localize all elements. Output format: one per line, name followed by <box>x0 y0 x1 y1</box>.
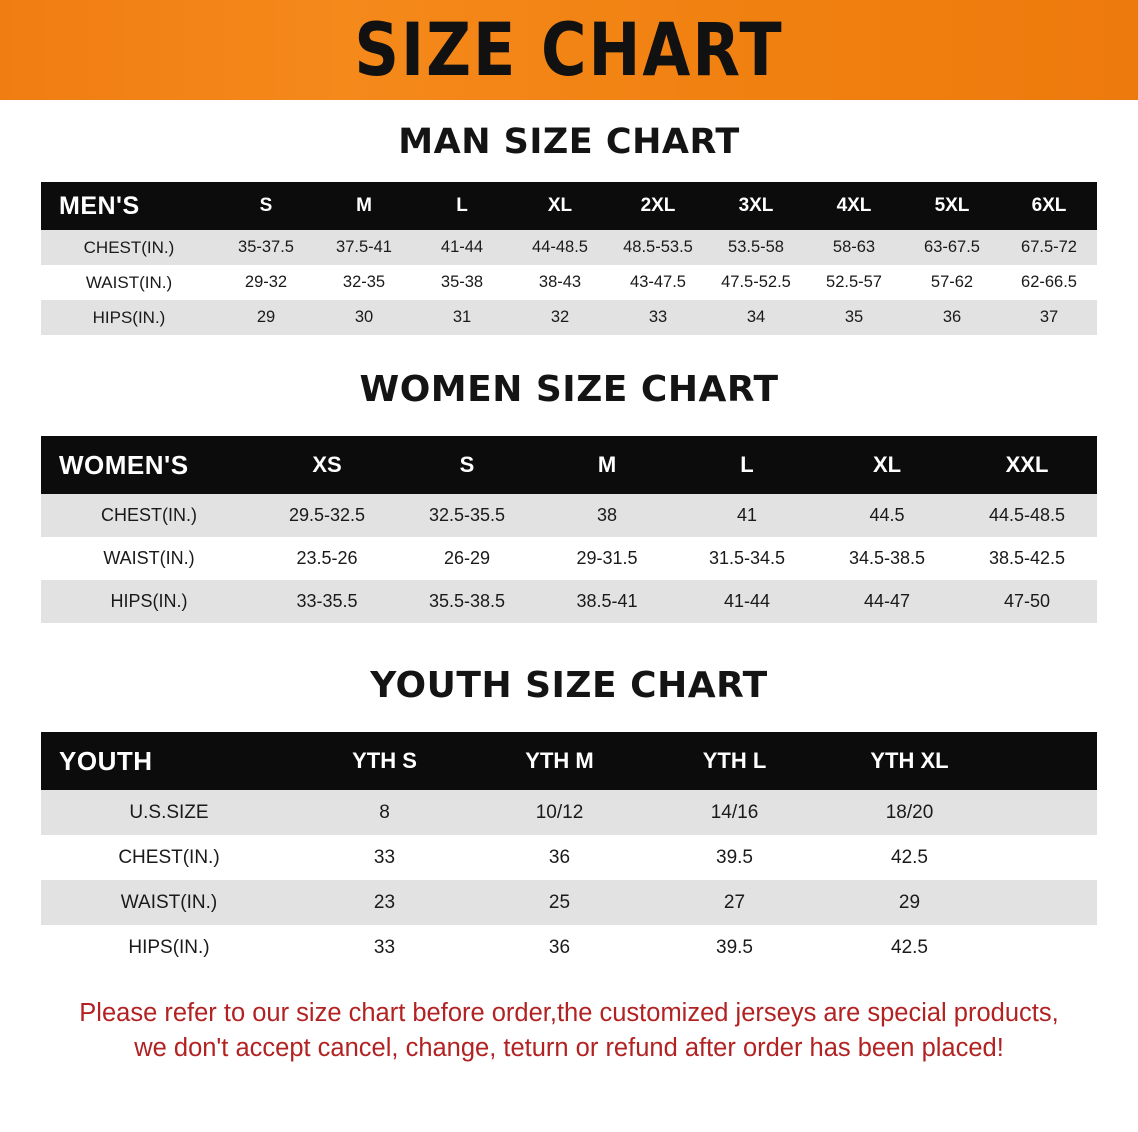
man-cell: 48.5-53.5 <box>609 230 707 265</box>
women-header-cell: XL <box>872 452 902 477</box>
man-cell: 52.5-57 <box>805 265 903 300</box>
man-row-label: HIPS(IN.) <box>41 300 217 335</box>
table-row <box>41 537 1097 580</box>
youth-cell: 36 <box>472 925 647 970</box>
youth-cell: 10/12 <box>472 790 647 835</box>
man-cell: 57-62 <box>903 265 1001 300</box>
man-cell: 37.5-41 <box>315 230 413 265</box>
youth-cell: 33 <box>297 835 472 880</box>
youth-cell-spacer <box>997 925 1097 970</box>
women-cell: 29-31.5 <box>537 537 677 580</box>
women-cell: 44.5 <box>817 494 957 537</box>
table-row <box>41 300 1097 335</box>
women-cell: 35.5-38.5 <box>397 580 537 623</box>
women-cell: 32.5-35.5 <box>397 494 537 537</box>
table-row <box>41 835 1097 880</box>
women-cell: 41-44 <box>677 580 817 623</box>
youth-row-label: CHEST(IN.) <box>41 835 297 880</box>
youth-row-label: WAIST(IN.) <box>41 880 297 925</box>
youth-cell: 42.5 <box>822 835 997 880</box>
youth-table-header-row <box>41 732 1097 790</box>
man-cell: 47.5-52.5 <box>707 265 805 300</box>
man-header-cell: L <box>456 195 468 216</box>
man-cell: 67.5-72 <box>1001 230 1097 265</box>
table-row <box>41 580 1097 623</box>
women-cell: 44-47 <box>817 580 957 623</box>
youth-cell: 18/20 <box>822 790 997 835</box>
women-row-label: WAIST(IN.) <box>41 537 257 580</box>
man-cell: 53.5-58 <box>707 230 805 265</box>
man-cell: 44-48.5 <box>511 230 609 265</box>
youth-cell: 33 <box>297 925 472 970</box>
man-cell: 35 <box>805 300 903 335</box>
man-header-cell: 2XL <box>640 195 676 216</box>
man-header-cell: S <box>259 195 273 216</box>
youth-cell-spacer <box>997 790 1097 835</box>
youth-header-spacer <box>997 732 1097 790</box>
man-size-table <box>41 182 1097 335</box>
man-cell: 43-47.5 <box>609 265 707 300</box>
women-cell: 26-29 <box>397 537 537 580</box>
women-header-cell: XS <box>312 452 342 477</box>
youth-header-cell: YTH L <box>702 748 767 773</box>
youth-header-cell: YTH S <box>352 748 417 773</box>
man-cell: 31 <box>413 300 511 335</box>
man-header-cell: 3XL <box>738 195 774 216</box>
youth-header-label: YOUTH <box>59 745 153 776</box>
youth-cell: 36 <box>472 835 647 880</box>
women-cell: 29.5-32.5 <box>257 494 397 537</box>
man-section-title: MAN SIZE CHART <box>398 122 740 162</box>
youth-cell: 39.5 <box>647 835 822 880</box>
women-table-header-row <box>41 436 1097 494</box>
women-cell: 38.5-42.5 <box>957 537 1097 580</box>
man-cell: 32-35 <box>315 265 413 300</box>
man-header-cell: 6XL <box>1031 195 1067 216</box>
women-header-cell: XXL <box>1005 452 1049 477</box>
man-cell: 36 <box>903 300 1001 335</box>
women-cell: 31.5-34.5 <box>677 537 817 580</box>
man-row-label: WAIST(IN.) <box>41 265 217 300</box>
women-cell: 33-35.5 <box>257 580 397 623</box>
table-row <box>41 925 1097 970</box>
man-cell: 38-43 <box>511 265 609 300</box>
women-header-label: WOMEN'S <box>59 449 189 480</box>
women-header-cell: L <box>740 452 754 477</box>
youth-header-cell: YTH XL <box>870 748 949 773</box>
youth-size-table <box>41 732 1097 970</box>
youth-cell: 42.5 <box>822 925 997 970</box>
youth-cell-spacer <box>997 835 1097 880</box>
man-cell: 32 <box>511 300 609 335</box>
table-row <box>41 790 1097 835</box>
women-section-title: WOMEN SIZE CHART <box>359 369 779 410</box>
policy-note <box>40 996 1098 1066</box>
youth-cell: 39.5 <box>647 925 822 970</box>
table-row <box>41 880 1097 925</box>
youth-row-label: U.S.SIZE <box>41 790 297 835</box>
man-header-cell: 5XL <box>934 195 970 216</box>
man-cell: 62-66.5 <box>1001 265 1097 300</box>
man-row-label: CHEST(IN.) <box>41 230 217 265</box>
youth-cell: 29 <box>822 880 997 925</box>
women-header-cell: M <box>597 452 617 477</box>
youth-header-cell: YTH M <box>525 748 594 773</box>
man-table-header-row <box>41 182 1097 230</box>
man-header-cell: 4XL <box>836 195 872 216</box>
women-row-label: HIPS(IN.) <box>41 580 257 623</box>
man-cell: 37 <box>1001 300 1097 335</box>
women-cell: 38 <box>537 494 677 537</box>
women-cell: 23.5-26 <box>257 537 397 580</box>
youth-cell: 25 <box>472 880 647 925</box>
man-cell: 35-37.5 <box>217 230 315 265</box>
youth-cell-spacer <box>997 880 1097 925</box>
women-cell: 47-50 <box>957 580 1097 623</box>
man-cell: 29-32 <box>217 265 315 300</box>
women-cell: 34.5-38.5 <box>817 537 957 580</box>
policy-note-line-2: we don't accept cancel, change, teturn or refund after order has been placed! <box>134 1034 1004 1063</box>
youth-cell: 14/16 <box>647 790 822 835</box>
youth-cell: 27 <box>647 880 822 925</box>
size-chart-banner <box>0 0 1138 100</box>
man-header-label: MEN'S <box>59 191 140 220</box>
women-cell: 44.5-48.5 <box>957 494 1097 537</box>
man-cell: 35-38 <box>413 265 511 300</box>
man-cell: 29 <box>217 300 315 335</box>
man-header-cell: XL <box>547 195 573 216</box>
man-cell: 58-63 <box>805 230 903 265</box>
man-cell: 33 <box>609 300 707 335</box>
youth-section-title: YOUTH SIZE CHART <box>370 665 768 706</box>
man-cell: 34 <box>707 300 805 335</box>
youth-cell: 23 <box>297 880 472 925</box>
banner-title: SIZE CHART <box>354 6 784 93</box>
table-row <box>41 265 1097 300</box>
youth-cell: 8 <box>297 790 472 835</box>
women-cell: 41 <box>677 494 817 537</box>
man-header-cell: M <box>356 195 372 216</box>
table-row <box>41 494 1097 537</box>
policy-note-line-1: Please refer to our size chart before order,the customized jerseys are special products, <box>79 999 1059 1027</box>
youth-row-label: HIPS(IN.) <box>41 925 297 970</box>
women-size-table <box>41 436 1097 623</box>
women-cell: 38.5-41 <box>537 580 677 623</box>
man-cell: 30 <box>315 300 413 335</box>
women-row-label: CHEST(IN.) <box>41 494 257 537</box>
man-cell: 63-67.5 <box>903 230 1001 265</box>
man-cell: 41-44 <box>413 230 511 265</box>
women-header-cell: S <box>459 452 475 477</box>
table-row <box>41 230 1097 265</box>
